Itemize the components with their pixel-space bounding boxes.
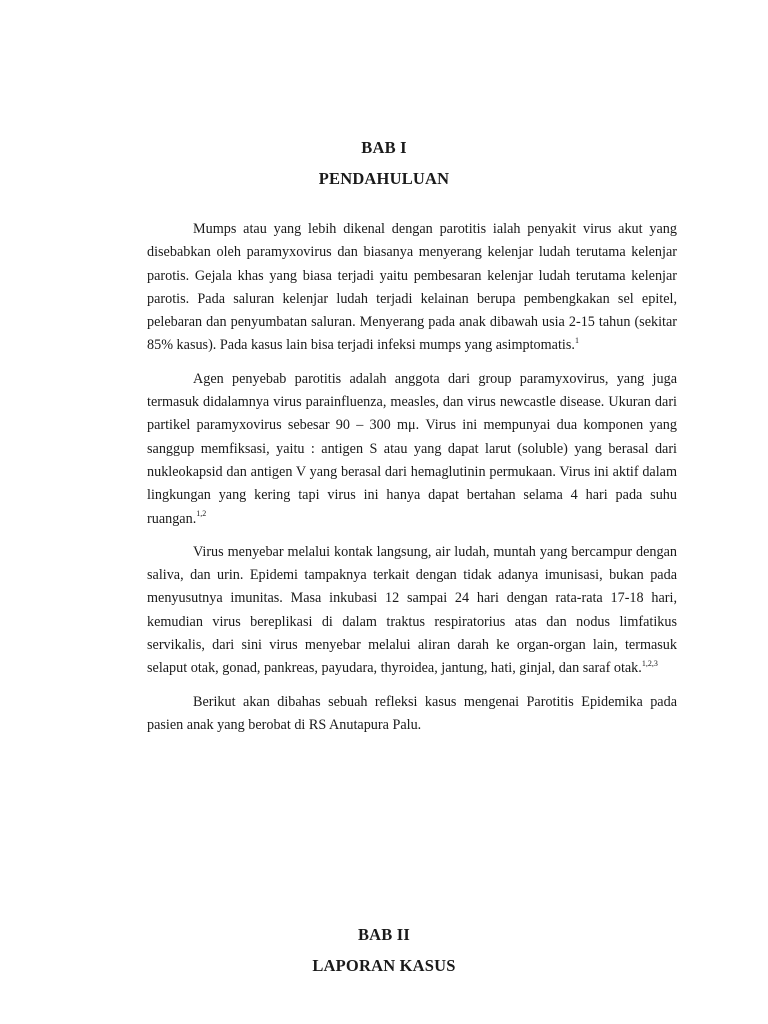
paragraph-3-text: Virus menyebar melalui kontak langsung, air ludah, muntah yang bercampur dengan saliva, dan urin. Epidemi tampaknya terkait dengan tidak adanya imunisasi, bukan pada menyusutnya imunitas. Masa inkubasi 12 sampai 24 hari dengan rata-rata 17-18 hari, kemudian virus bereplikasi di dalam traktus respiratorius atas dan nodus limfatikus servikalis, dari sini virus menyebar melalui aliran darah ke organ-organ lain, termasuk selaput otak, gonad, pankreas, payudara, thyroidea, jantung, hati, ginjal, dan saraf otak. (147, 543, 677, 677)
paragraph-4-text: Berikut akan dibahas sebuah refleksi kasus mengenai Parotitis Epidemika pada pasien anak yang berobat di RS Anutapura Palu. (147, 693, 677, 733)
chapter-1-body (147, 218, 677, 747)
paragraph-1 (147, 218, 677, 358)
paragraph-2-text: Agen penyebab parotitis adalah anggota dari group paramyxovirus, yang juga termasuk didalamnya virus parainfluenza, measles, dan virus newcastle disease. Ukuran dari partikel paramyxovirus sebesar 90 – 300 mμ. Virus ini mempunyai dua komponen yang sanggup memfiksasi, yaitu : antigen S atau yang dapat larut (soluble) yang berasal dari nukleokapsid dan antigen V yang berasal dari hemaglutinin permukaan. Virus ini aktif dalam lingkungan yang kering tapi virus ini hanya dapat bertahan selama 4 hari pada suhu ruangan. (147, 370, 677, 527)
paragraph-2-reference: 1,2 (196, 508, 207, 518)
chapter-2-title: LAPORAN KASUS (312, 956, 456, 975)
paragraph-3 (147, 541, 677, 681)
chapter-1-label: BAB I (361, 138, 407, 157)
paragraph-3-reference: 1,2,3 (641, 658, 658, 668)
paragraph-1-text: Mumps atau yang lebih dikenal dengan parotitis ialah penyakit virus akut yang disebabkan oleh paramyxovirus dan biasanya menyerang kelenjar ludah terutama kelenjar parotis. Gejala khas yang biasa terjadi yaitu pembesaran kelenjar ludah terutama kelenjar parotis. Pada saluran kelenjar ludah terjadi kelainan berupa pembengkakan sel epitel, pelebaran dan penyumbatan saluran. Menyerang pada anak dibawah usia 2-15 tahun (sekitar 85% kasus). Pada kasus lain bisa terjadi infeksi mumps yang asimptomatis. (147, 221, 677, 354)
chapter-1-title: PENDAHULUAN (318, 169, 450, 188)
paragraph-4 (147, 691, 677, 738)
paragraph-2 (147, 368, 677, 531)
chapter-2-label: BAB II (357, 925, 411, 944)
paragraph-1-reference: 1 (574, 335, 579, 345)
